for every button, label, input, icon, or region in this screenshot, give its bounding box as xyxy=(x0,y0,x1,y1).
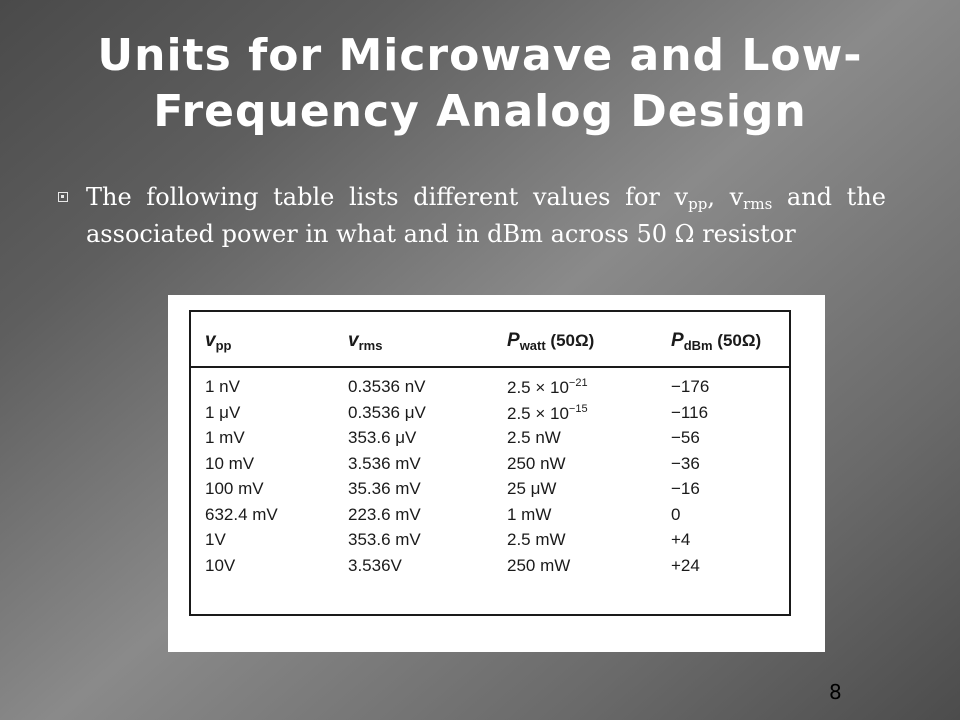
cell-vpp: 10V xyxy=(205,555,236,575)
cell-vpp: 1V xyxy=(205,530,226,549)
table-row xyxy=(191,377,789,403)
table-row xyxy=(191,556,789,582)
title-line-2: Frequency Analog Design xyxy=(153,86,807,137)
cell-pdbm: +4 xyxy=(671,530,691,549)
cell-vrms: 3.536 mV xyxy=(348,453,421,473)
cell-vpp: 1 mV xyxy=(205,428,245,447)
cell-vpp: 10 mV xyxy=(205,453,255,473)
cell-pwatt: $2.5 \times 10^{-21}$ xyxy=(507,377,588,397)
table-row xyxy=(191,505,789,531)
voltage-power-table xyxy=(189,310,791,616)
cell-vrms: 353.6 mV xyxy=(348,530,421,549)
cell-vpp: 632.4 mV xyxy=(205,504,278,524)
table-row xyxy=(191,454,789,480)
cell-pdbm: +24 xyxy=(671,555,700,575)
cell-pdbm: 0 xyxy=(671,504,681,524)
cell-pwatt: 250 mW xyxy=(507,555,571,575)
cell-vpp: 1 nV xyxy=(205,377,240,396)
cell-pwatt: $2.5 \times 10^{-15}$ xyxy=(507,402,588,423)
cell-pwatt: 2.5 nW xyxy=(507,428,561,447)
bullet-paragraph xyxy=(86,182,886,249)
header-vrms: $v_{rms}$ xyxy=(348,330,383,353)
cell-pwatt: 1 mW xyxy=(507,504,552,524)
slide-title xyxy=(30,28,930,140)
square-bullet-icon xyxy=(58,192,68,202)
table-row xyxy=(191,530,789,556)
header-vpp: $v_{pp}$ xyxy=(205,330,232,353)
table-row xyxy=(191,428,789,454)
cell-pdbm: −16 xyxy=(671,479,700,498)
table-image xyxy=(168,295,825,652)
cell-pwatt: 25 μW xyxy=(507,479,557,498)
cell-vrms: 35.36 mV xyxy=(348,479,421,498)
cell-pdbm: −116 xyxy=(671,402,709,422)
cell-vrms: 0.3536 μV xyxy=(348,402,426,422)
cell-pdbm: −56 xyxy=(671,428,700,447)
cell-vrms: 353.6 μV xyxy=(348,428,417,447)
page-number: 8 xyxy=(829,680,842,704)
table-body xyxy=(191,377,789,581)
cell-vrms: 0.3536 nV xyxy=(348,377,426,396)
cell-pwatt: 2.5 mW xyxy=(507,530,566,549)
cell-vpp: 1 μV xyxy=(205,402,241,422)
table-row xyxy=(191,479,789,505)
table-row xyxy=(191,403,789,429)
cell-pdbm: −36 xyxy=(671,453,700,473)
cell-vrms: 223.6 mV xyxy=(348,504,421,524)
header-pdbm: $P_{dBm}$ (50Ω) xyxy=(671,330,762,353)
cell-pwatt: 250 nW xyxy=(507,453,566,473)
bullet-text: The following table lists different values for $v_{pp}$, $v_{rms}$ and the associated power in what and in dBm across 50 Ω resistor xyxy=(86,183,886,248)
cell-vrms: 3.536V xyxy=(348,555,402,575)
table-header-row xyxy=(191,312,789,368)
cell-vpp: 100 mV xyxy=(205,479,264,498)
header-pwatt: $P_{watt}$ (50Ω) xyxy=(507,330,595,353)
title-line-1: Units for Microwave and Low- xyxy=(97,30,863,81)
cell-pdbm: −176 xyxy=(671,377,710,396)
